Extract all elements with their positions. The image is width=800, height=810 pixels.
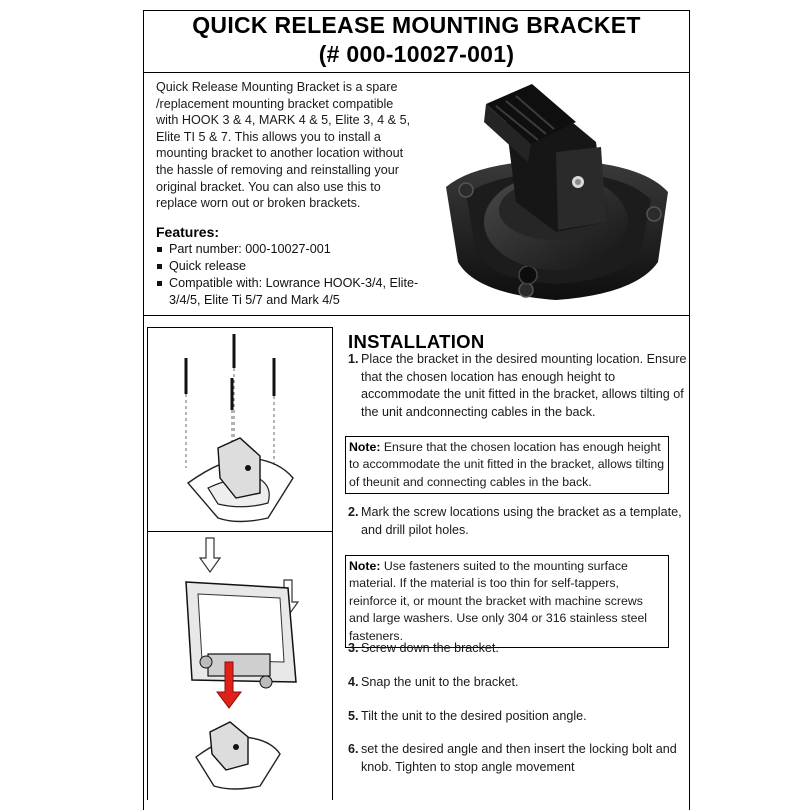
unit-attach-diagram bbox=[148, 532, 331, 798]
bracket-product-image bbox=[436, 82, 676, 307]
step-number: 5. bbox=[348, 709, 359, 723]
note-box-1 bbox=[345, 436, 669, 494]
step-text: Tilt the unit to the desired position angle. bbox=[361, 709, 587, 723]
section-divider bbox=[143, 315, 690, 316]
title-divider bbox=[143, 72, 690, 73]
step-text: Snap the unit to the bracket. bbox=[361, 675, 519, 689]
note-label: Note: bbox=[349, 440, 381, 454]
installation-heading: INSTALLATION bbox=[348, 331, 485, 352]
step-number: 1. bbox=[348, 352, 359, 366]
step-5 bbox=[348, 708, 688, 726]
step-4 bbox=[348, 674, 688, 692]
step-number: 2. bbox=[348, 505, 359, 519]
part-number-title: (# 000-10027-001) bbox=[318, 41, 515, 67]
list-item: Compatible with: Lowrance HOOK-3/4, Elite-3/4/5, Elite Ti 5/7 and Mark 4/5 bbox=[156, 275, 426, 309]
note-box-2 bbox=[345, 555, 669, 648]
screw-mounting-diagram bbox=[148, 328, 331, 531]
features-list bbox=[156, 241, 426, 309]
features-heading: Features: bbox=[156, 224, 220, 240]
list-item: Part number: 000-10027-001 bbox=[156, 241, 426, 258]
intro-paragraph: Quick Release Mounting Bracket is a spare /replacement mounting bracket compatible with HOOK 3 & 4, MARK 4 & 5, Elite 3, 4 & 5, Elite TI 5 & 7. This allows you to install a mounting bracket to another location without the hassle of removing and reinstalling your original bracket. You can also use this to replace worn out or broken brackets. bbox=[156, 80, 411, 211]
note-text: Use fasteners suited to the mounting surface material. If the material is too thin for self-tappers, reinforce it, or mount the bracket with machine screws and large washers. Use only 304 or 316 stainless steel fasteners. bbox=[349, 559, 648, 643]
step-3 bbox=[348, 640, 688, 658]
note-label: Note: bbox=[349, 559, 381, 573]
note-text: Ensure that the chosen location has enough height to accommodate the unit fitted in the bracket, allows tilting of theunit and connecting cables in the back. bbox=[349, 440, 665, 489]
list-item: Quick release bbox=[156, 258, 426, 275]
step-2 bbox=[348, 504, 688, 539]
diagram-unit-panel bbox=[147, 531, 333, 800]
step-text: Screw down the bracket. bbox=[361, 641, 499, 655]
step-6 bbox=[348, 741, 678, 776]
step-text: Place the bracket in the desired mounting location. Ensure that the chosen location has enough height to accommodate the unit fitted in the bracket, allows tilting of the unit andconnecting cables in the back. bbox=[361, 352, 687, 419]
page-title: QUICK RELEASE MOUNTING BRACKET bbox=[192, 12, 641, 38]
step-number: 3. bbox=[348, 641, 359, 655]
step-number: 4. bbox=[348, 675, 359, 689]
diagram-screws-panel bbox=[147, 327, 333, 533]
step-number: 6. bbox=[348, 742, 359, 756]
step-text: set the desired angle and then insert the locking bolt and knob. Tighten to stop angle movement bbox=[361, 742, 677, 774]
step-text: Mark the screw locations using the bracket as a template, and drill pilot holes. bbox=[361, 505, 682, 537]
step-1 bbox=[348, 351, 688, 421]
